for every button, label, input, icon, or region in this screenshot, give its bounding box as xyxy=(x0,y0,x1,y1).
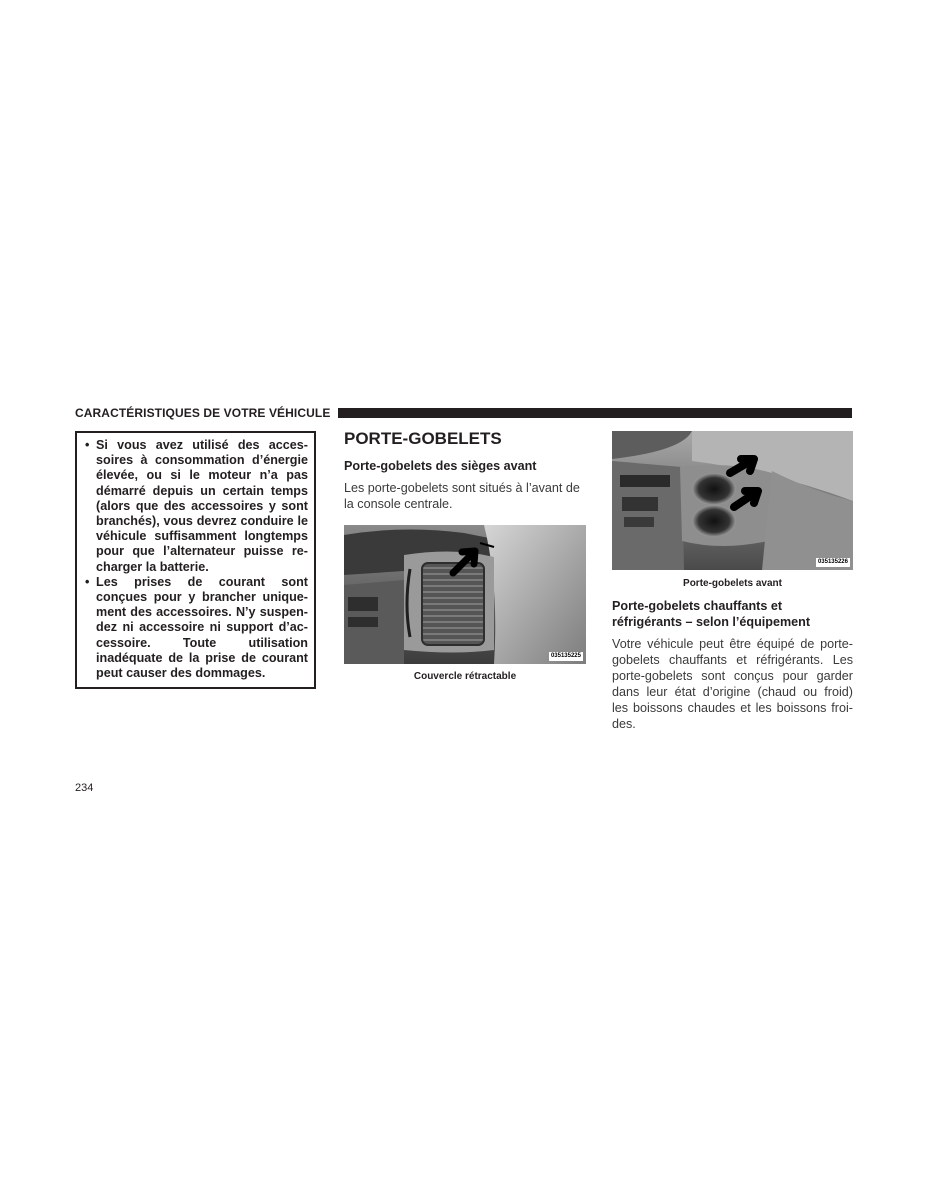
warning-line: (alors que des accessoires y sont xyxy=(96,498,308,513)
page-header xyxy=(75,405,852,421)
cover-photo xyxy=(344,525,586,664)
header-rule xyxy=(338,408,852,418)
warning-line: inadéquate de la prise de courant xyxy=(96,650,308,665)
warning-line: conçues pour y brancher unique- xyxy=(96,590,308,605)
paragraph-line: gobelets chauffants et réfrigérants. Les xyxy=(612,653,853,667)
warning-line: élevée, ou si le moteur n’a pas xyxy=(96,468,308,483)
warning-line: branchés), vous devrez conduire le xyxy=(96,514,308,529)
warning-line: • Si vous avez utilisé des acces- xyxy=(96,438,308,452)
figure-id: 035135226 xyxy=(817,559,848,565)
figure-caption: Couvercle rétractable xyxy=(413,671,517,682)
warning-line: soires à consommation d’énergie xyxy=(96,453,308,468)
cupholder-photo-illustration xyxy=(612,431,853,570)
paragraph-line: les boissons chaudes et les boissons froi- xyxy=(612,701,853,715)
warning-line: pour que l’alternateur puisse re- xyxy=(96,544,308,559)
front-subtitle: Porte-gobelets des sièges avant xyxy=(344,459,537,473)
warning-box xyxy=(75,431,316,689)
page-number: 234 xyxy=(75,782,94,794)
warning-line: charger la batterie. xyxy=(96,559,209,574)
cover-photo-illustration xyxy=(344,525,586,664)
heated-paragraph xyxy=(612,636,853,732)
paragraph-line: Votre véhicule peut être équipé de porte- xyxy=(612,637,853,651)
cupholder-photo xyxy=(612,431,853,570)
front-paragraph xyxy=(344,480,587,512)
warning-line: démarré depuis un certain temps xyxy=(96,483,308,498)
warning-line: véhicule suffisamment longtemps xyxy=(96,529,308,544)
paragraph-line: porte-gobelets sont conçus pour garder xyxy=(612,669,853,683)
warning-item xyxy=(85,575,308,681)
subtitle-line: Porte-gobelets chauffants et xyxy=(612,599,783,613)
paragraph-line: dans leur état d’origine (chaud ou froid) xyxy=(612,685,853,699)
warning-line: peut causer des dommages. xyxy=(96,666,266,681)
paragraph-line: la console centrale. xyxy=(344,497,453,511)
warning-line: • Les prises de courant sont xyxy=(96,574,308,589)
figure-id: 035135225 xyxy=(550,653,581,659)
chapter-title: CARACTÉRISTIQUES DE VOTRE VÉHICULE xyxy=(75,406,331,420)
paragraph-line: Les porte-gobelets sont situés à l’avant de xyxy=(344,481,580,495)
figure-caption: Porte-gobelets avant xyxy=(683,578,782,589)
section-title: PORTE-GOBELETS xyxy=(344,429,502,448)
warning-line: ment des accessoires. N’y suspen- xyxy=(96,605,308,620)
heated-subtitle xyxy=(612,598,852,630)
warning-item xyxy=(85,438,308,575)
warning-line: dez ni accessoire ni support d’ac- xyxy=(96,620,308,635)
subtitle-line: réfrigérants – selon l’équipement xyxy=(612,615,811,629)
paragraph-line: des. xyxy=(612,717,636,731)
warning-line: cessoire. Toute utilisation xyxy=(96,635,308,650)
